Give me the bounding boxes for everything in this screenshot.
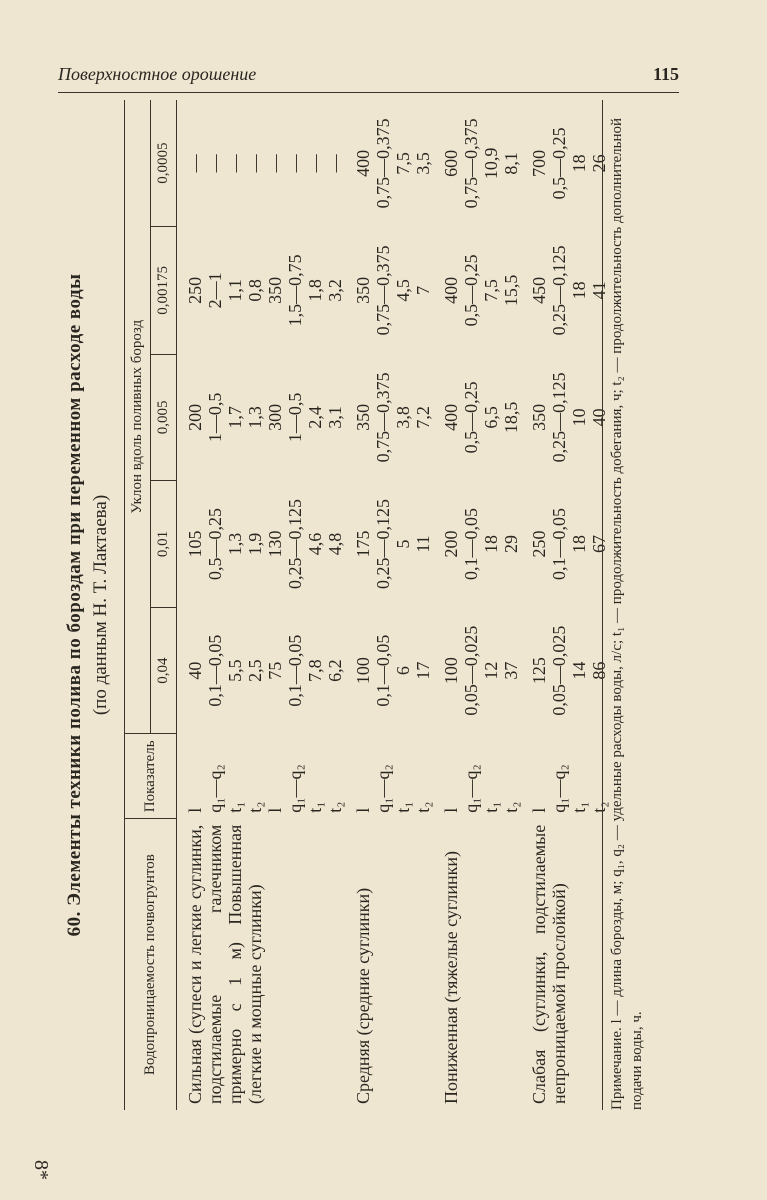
value-cell: 350 <box>353 403 373 431</box>
value-cell: 400 <box>441 403 461 431</box>
value-cell: 86 <box>589 661 609 680</box>
value-cell: 105 <box>185 530 205 558</box>
indicator-cell: t₁ <box>393 801 413 813</box>
soil-permeability-cell: Слабая (суглинки, подстилаемые непроницаемой прослойкой) <box>529 824 569 1104</box>
value-cell: 1,9 <box>245 532 265 556</box>
column-header-soil: Водопроницаемость почвогрунтов <box>125 819 177 1110</box>
indicator-cell: l <box>529 807 549 813</box>
value-cell: 18 <box>569 154 589 173</box>
indicator-cell: q₁—q₂ <box>373 764 393 813</box>
value-cell: 300 <box>265 403 285 431</box>
value-cell: 2—1 <box>205 272 225 309</box>
value-cell: 7,8 <box>305 659 325 682</box>
value-cell: 6,2 <box>325 659 345 682</box>
indicator-cell: t₁ <box>225 801 245 813</box>
value-cell: 100 <box>353 657 373 685</box>
value-cell: 15,5 <box>501 274 521 307</box>
soil-permeability-cell: Средняя (средние суглинки) <box>353 887 373 1104</box>
indicator-cell: l <box>185 807 205 813</box>
indicator-cell: t₂ <box>413 801 433 813</box>
value-cell: 5 <box>393 539 413 549</box>
value-cell: 14 <box>569 661 589 680</box>
value-cell: 37 <box>501 661 521 680</box>
value-cell: 0,5—0,25 <box>549 127 569 200</box>
value-cell: 0,5—0,25 <box>205 508 225 580</box>
value-cell: 400 <box>441 276 461 304</box>
value-cell: 1—0,5 <box>285 392 305 443</box>
indicator-cell: q₁—q₂ <box>205 764 225 813</box>
table-body <box>177 100 610 1110</box>
value-cell: 350 <box>265 276 285 304</box>
value-cell: 1—0,5 <box>205 392 225 443</box>
value-cell: 5,5 <box>225 659 245 682</box>
value-cell: 0,1—0,05 <box>461 508 481 580</box>
indicator-cell: t₁ <box>569 801 589 813</box>
rotated-table-block <box>46 100 666 1110</box>
value-cell: — <box>305 154 325 173</box>
value-cell: 1,8 <box>305 279 325 302</box>
irrigation-table <box>124 100 609 1110</box>
value-cell: 6 <box>393 666 413 676</box>
indicator-cell: t₂ <box>589 801 609 813</box>
slope-header: 0,0005 <box>151 100 177 227</box>
value-cell: 18 <box>569 281 589 300</box>
value-cell: 0,75—0,375 <box>373 372 393 463</box>
value-cell: 250 <box>185 276 205 304</box>
table-title <box>64 100 86 1110</box>
value-cell: — <box>225 154 245 173</box>
value-cell: 75 <box>265 661 285 680</box>
value-cell: 7,5 <box>481 279 501 302</box>
value-cell: 7,2 <box>413 406 433 429</box>
value-cell: 12 <box>481 661 501 680</box>
value-cell: 0,05—0,025 <box>549 625 569 716</box>
indicator-cell: t₂ <box>245 801 265 813</box>
header-rule <box>58 92 679 93</box>
value-cell: 0,25—0,125 <box>373 499 393 589</box>
table-row <box>177 100 206 1110</box>
value-cell: 17 <box>413 661 433 680</box>
slope-group-header: Уклон вдоль поливных борозд <box>125 100 151 734</box>
table-row <box>433 100 461 1110</box>
value-cell: 700 <box>529 149 549 177</box>
page-number: 115 <box>652 64 679 84</box>
value-cell: 4,5 <box>393 279 413 302</box>
value-cell: 3,2 <box>325 279 345 302</box>
value-cell: 350 <box>529 403 549 431</box>
indicator-cell: l <box>441 807 461 813</box>
value-cell: 0,1—0,05 <box>285 634 305 707</box>
soil-permeability-cell: Пониженная (тяжелые суглинки) <box>441 851 461 1104</box>
value-cell: 7 <box>413 285 433 295</box>
value-cell: — <box>185 154 205 173</box>
value-cell: 125 <box>529 657 549 685</box>
value-cell: 1,5—0,75 <box>285 254 305 327</box>
value-cell: 10,9 <box>481 147 501 180</box>
value-cell: 0,25—0,125 <box>285 499 305 589</box>
table-title-text: Элементы техники полива по бороздам при переменном расходе воды <box>64 273 85 906</box>
indicator-cell: l <box>265 807 285 813</box>
value-cell: 200 <box>185 403 205 431</box>
value-cell: 400 <box>353 149 373 177</box>
table-row <box>521 100 549 1110</box>
table-subtitle: (по данным Н. Т. Лактаева) <box>90 494 111 716</box>
value-cell: 18 <box>569 535 589 553</box>
table-number: 60. <box>64 911 85 937</box>
value-cell: 175 <box>353 530 373 558</box>
value-cell: 2,5 <box>245 659 265 682</box>
value-cell: 1,1 <box>225 279 245 302</box>
value-cell: 3,8 <box>393 406 413 429</box>
slope-header: 0,005 <box>151 354 177 481</box>
table-row <box>345 100 373 1110</box>
indicator-cell: q₁—q₂ <box>461 764 481 813</box>
value-cell: 0,25—0,125 <box>549 245 569 336</box>
table-note: Примечание. l — длина борозды, м; q₁, q₂ — удельные расходы воды, л/с; t₁ — продолжительность добегания, ч; t₂ — продолжительность дополнительной подачи воды, ч. <box>602 100 647 1110</box>
indicator-cell: t₁ <box>305 801 325 813</box>
signature-mark: 8* <box>30 1160 52 1180</box>
running-header: Поверхностное орошение <box>58 64 257 84</box>
value-cell: 100 <box>441 657 461 685</box>
value-cell: — <box>205 154 225 173</box>
value-cell: — <box>245 154 265 173</box>
value-cell: 7,5 <box>393 152 413 175</box>
value-cell: 18 <box>481 535 501 553</box>
value-cell: 0,75—0,375 <box>461 118 481 209</box>
value-cell: — <box>265 154 285 173</box>
value-cell: 1,7 <box>225 406 245 429</box>
value-cell: 41 <box>589 281 609 300</box>
value-cell: 67 <box>589 535 609 553</box>
column-header-indicator: Показатель <box>125 734 177 819</box>
value-cell: 350 <box>353 276 373 304</box>
value-cell: 6,5 <box>481 406 501 429</box>
value-cell: 1,3 <box>245 406 265 429</box>
slope-header: 0,00175 <box>151 227 177 354</box>
value-cell: 130 <box>265 530 285 558</box>
value-cell: 0,05—0,025 <box>461 625 481 716</box>
soil-permeability-cell: Сильная (супеси и легкие суглинки, подстилаемые галечником примерно с 1 м) Повышенная (легкие и мощные суглинки) <box>185 824 265 1104</box>
value-cell: 0,75—0,375 <box>373 245 393 336</box>
value-cell: 0,25—0,125 <box>549 372 569 463</box>
value-cell: 3,5 <box>413 152 433 175</box>
value-cell: 1,3 <box>225 532 245 556</box>
value-cell: 4,8 <box>325 532 345 556</box>
value-cell: 3,1 <box>325 406 345 429</box>
value-cell: 0,1—0,05 <box>549 508 569 580</box>
value-cell: 0,75—0,375 <box>373 118 393 209</box>
value-cell: 0,8 <box>245 279 265 302</box>
slope-header: 0,04 <box>151 607 177 734</box>
value-cell: 18,5 <box>501 401 521 434</box>
value-cell: 40 <box>589 408 609 427</box>
value-cell: 26 <box>589 154 609 173</box>
indicator-cell: t₁ <box>481 801 501 813</box>
value-cell: — <box>285 154 305 173</box>
value-cell: 600 <box>441 149 461 177</box>
slope-header: 0,01 <box>151 481 177 608</box>
indicator-cell: q₁—q₂ <box>285 764 305 813</box>
value-cell: 29 <box>501 535 521 553</box>
value-cell: 0,1—0,05 <box>373 634 393 707</box>
indicator-cell: q₁—q₂ <box>549 764 569 813</box>
indicator-cell: t₂ <box>325 801 345 813</box>
value-cell: 40 <box>185 661 205 680</box>
value-cell: 0,1—0,05 <box>205 634 225 707</box>
value-cell: 450 <box>529 276 549 304</box>
indicator-cell: l <box>353 807 373 813</box>
indicator-cell: t₂ <box>501 801 521 813</box>
value-cell: 8,1 <box>501 152 521 175</box>
value-cell: 200 <box>441 530 461 558</box>
value-cell: 11 <box>413 535 433 553</box>
value-cell: 0,5—0,25 <box>461 381 481 454</box>
value-cell: 250 <box>529 530 549 558</box>
value-cell: 0,5—0,25 <box>461 254 481 327</box>
value-cell: — <box>325 154 345 173</box>
value-cell: 10 <box>569 408 589 427</box>
value-cell: 2,4 <box>305 406 325 429</box>
value-cell: 4,6 <box>305 532 325 556</box>
